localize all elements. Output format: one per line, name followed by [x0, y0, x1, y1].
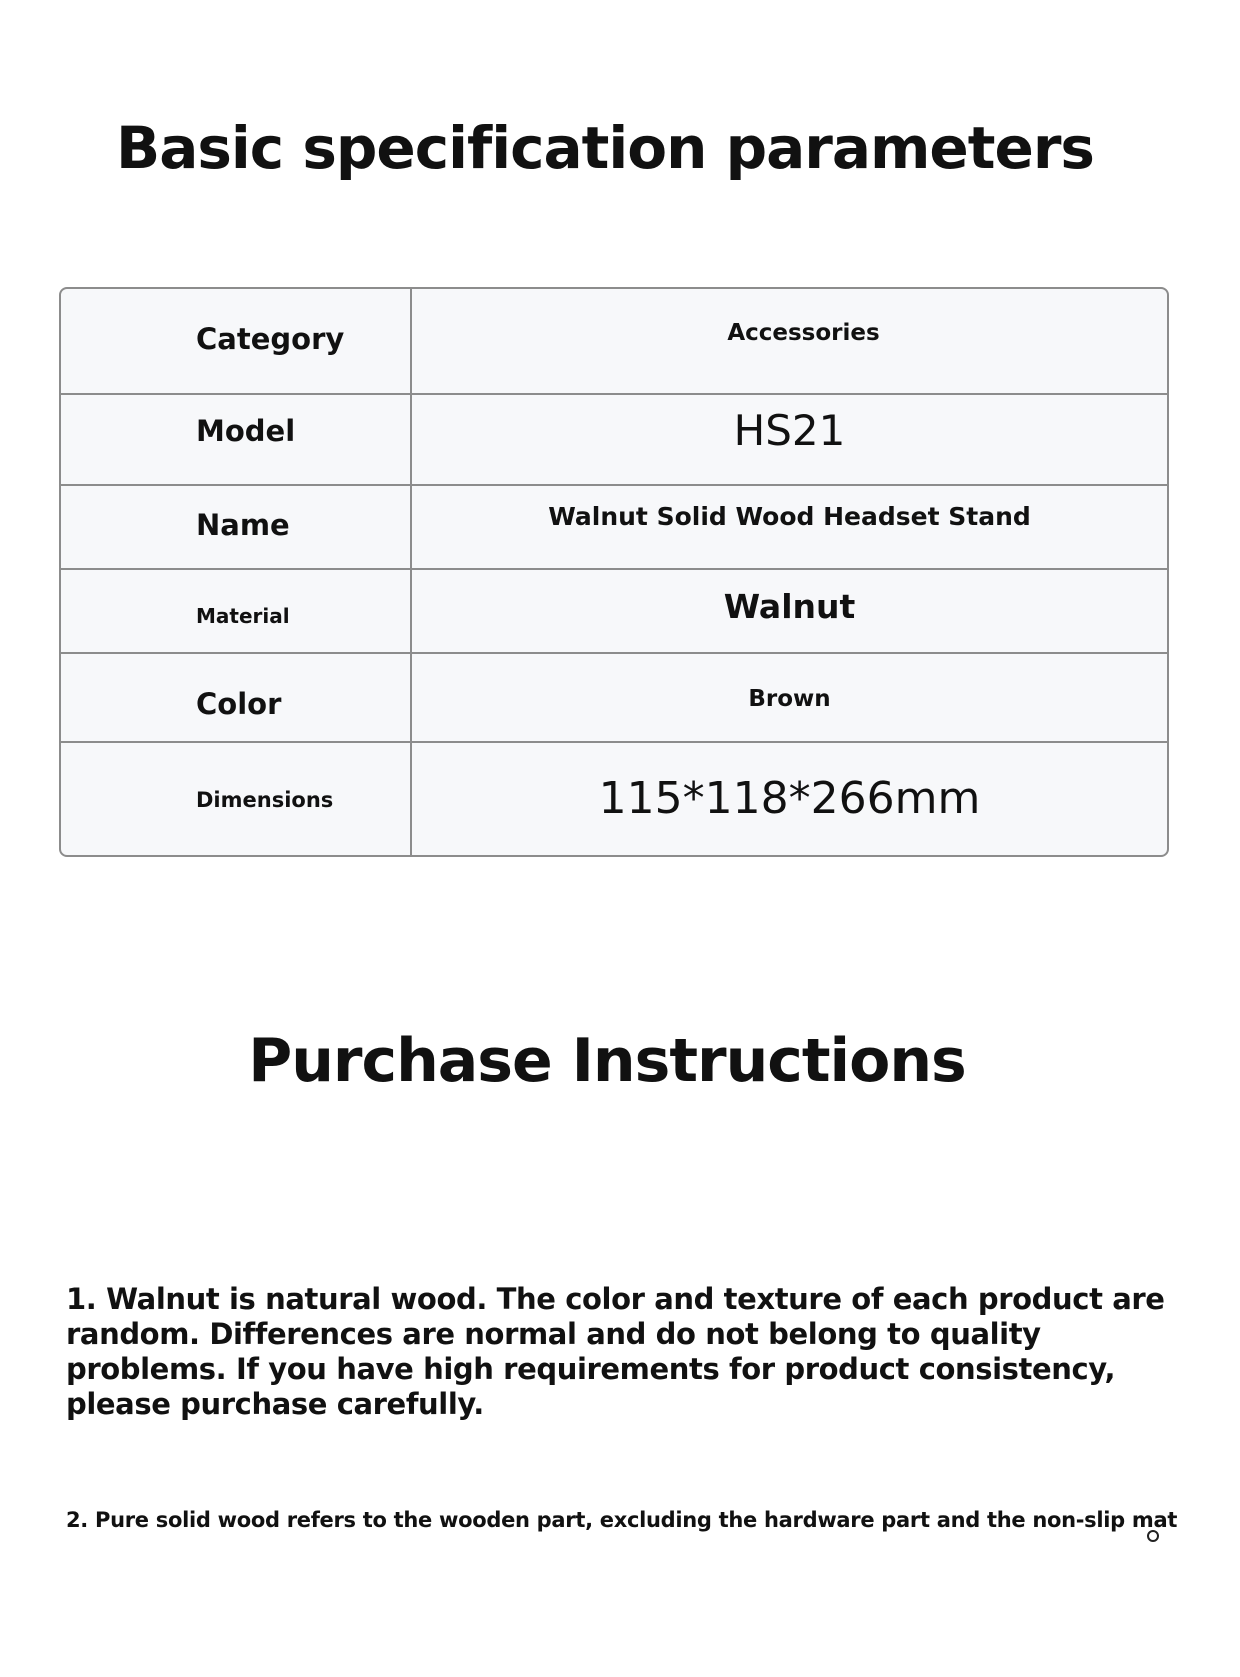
- spec-label-material: Material: [196, 604, 290, 628]
- spec-label-cell: [61, 486, 412, 568]
- spec-value-dimensions: 115*118*266mm: [598, 773, 981, 824]
- spec-label-name: Name: [196, 508, 290, 542]
- purchase-section-title: Purchase Instructions: [248, 1026, 966, 1096]
- purchase-note-2: 2. Pure solid wood refers to the wooden part, excluding the hardware part and the non-slip mat: [66, 1508, 1178, 1532]
- spec-label-cell: [61, 654, 412, 741]
- spec-label-category: Category: [196, 322, 345, 356]
- spec-label-cell: [61, 395, 412, 484]
- spec-value-category: Accessories: [727, 320, 880, 346]
- purchase-note-1: 1. Walnut is natural wood. The color and texture of each product are random. Differences are normal and do not belong to quality problems. If you have high requirements for product consistency, please purchase carefully.: [66, 1282, 1165, 1421]
- spec-table: [59, 287, 1169, 857]
- spec-label-cell: [61, 289, 412, 393]
- spec-value-material: Walnut: [723, 587, 856, 626]
- spec-row-model: [61, 395, 1167, 486]
- spec-row-dimensions: [61, 743, 1167, 855]
- spec-section-title: Basic specification parameters: [116, 114, 1094, 182]
- spec-value-cell: [412, 289, 1167, 393]
- spec-label-dimensions: Dimensions: [196, 788, 334, 812]
- spec-label-model: Model: [196, 414, 296, 448]
- spec-value-cell: [412, 570, 1167, 652]
- spec-value-cell: [412, 395, 1167, 484]
- circle-mark-icon: [1147, 1530, 1159, 1542]
- spec-value-cell: [412, 486, 1167, 568]
- spec-value-model: HS21: [733, 406, 846, 455]
- spec-value-cell: [412, 743, 1167, 855]
- spec-row-color: [61, 654, 1167, 743]
- spec-row-material: [61, 570, 1167, 654]
- spec-label-cell: [61, 570, 412, 652]
- spec-value-color: Brown: [748, 686, 831, 712]
- spec-label-cell: [61, 743, 412, 855]
- spec-value-name: Walnut Solid Wood Headset Stand: [548, 502, 1031, 531]
- spec-label-color: Color: [196, 687, 282, 721]
- spec-row-category: [61, 289, 1167, 395]
- spec-value-cell: [412, 654, 1167, 741]
- spec-row-name: [61, 486, 1167, 570]
